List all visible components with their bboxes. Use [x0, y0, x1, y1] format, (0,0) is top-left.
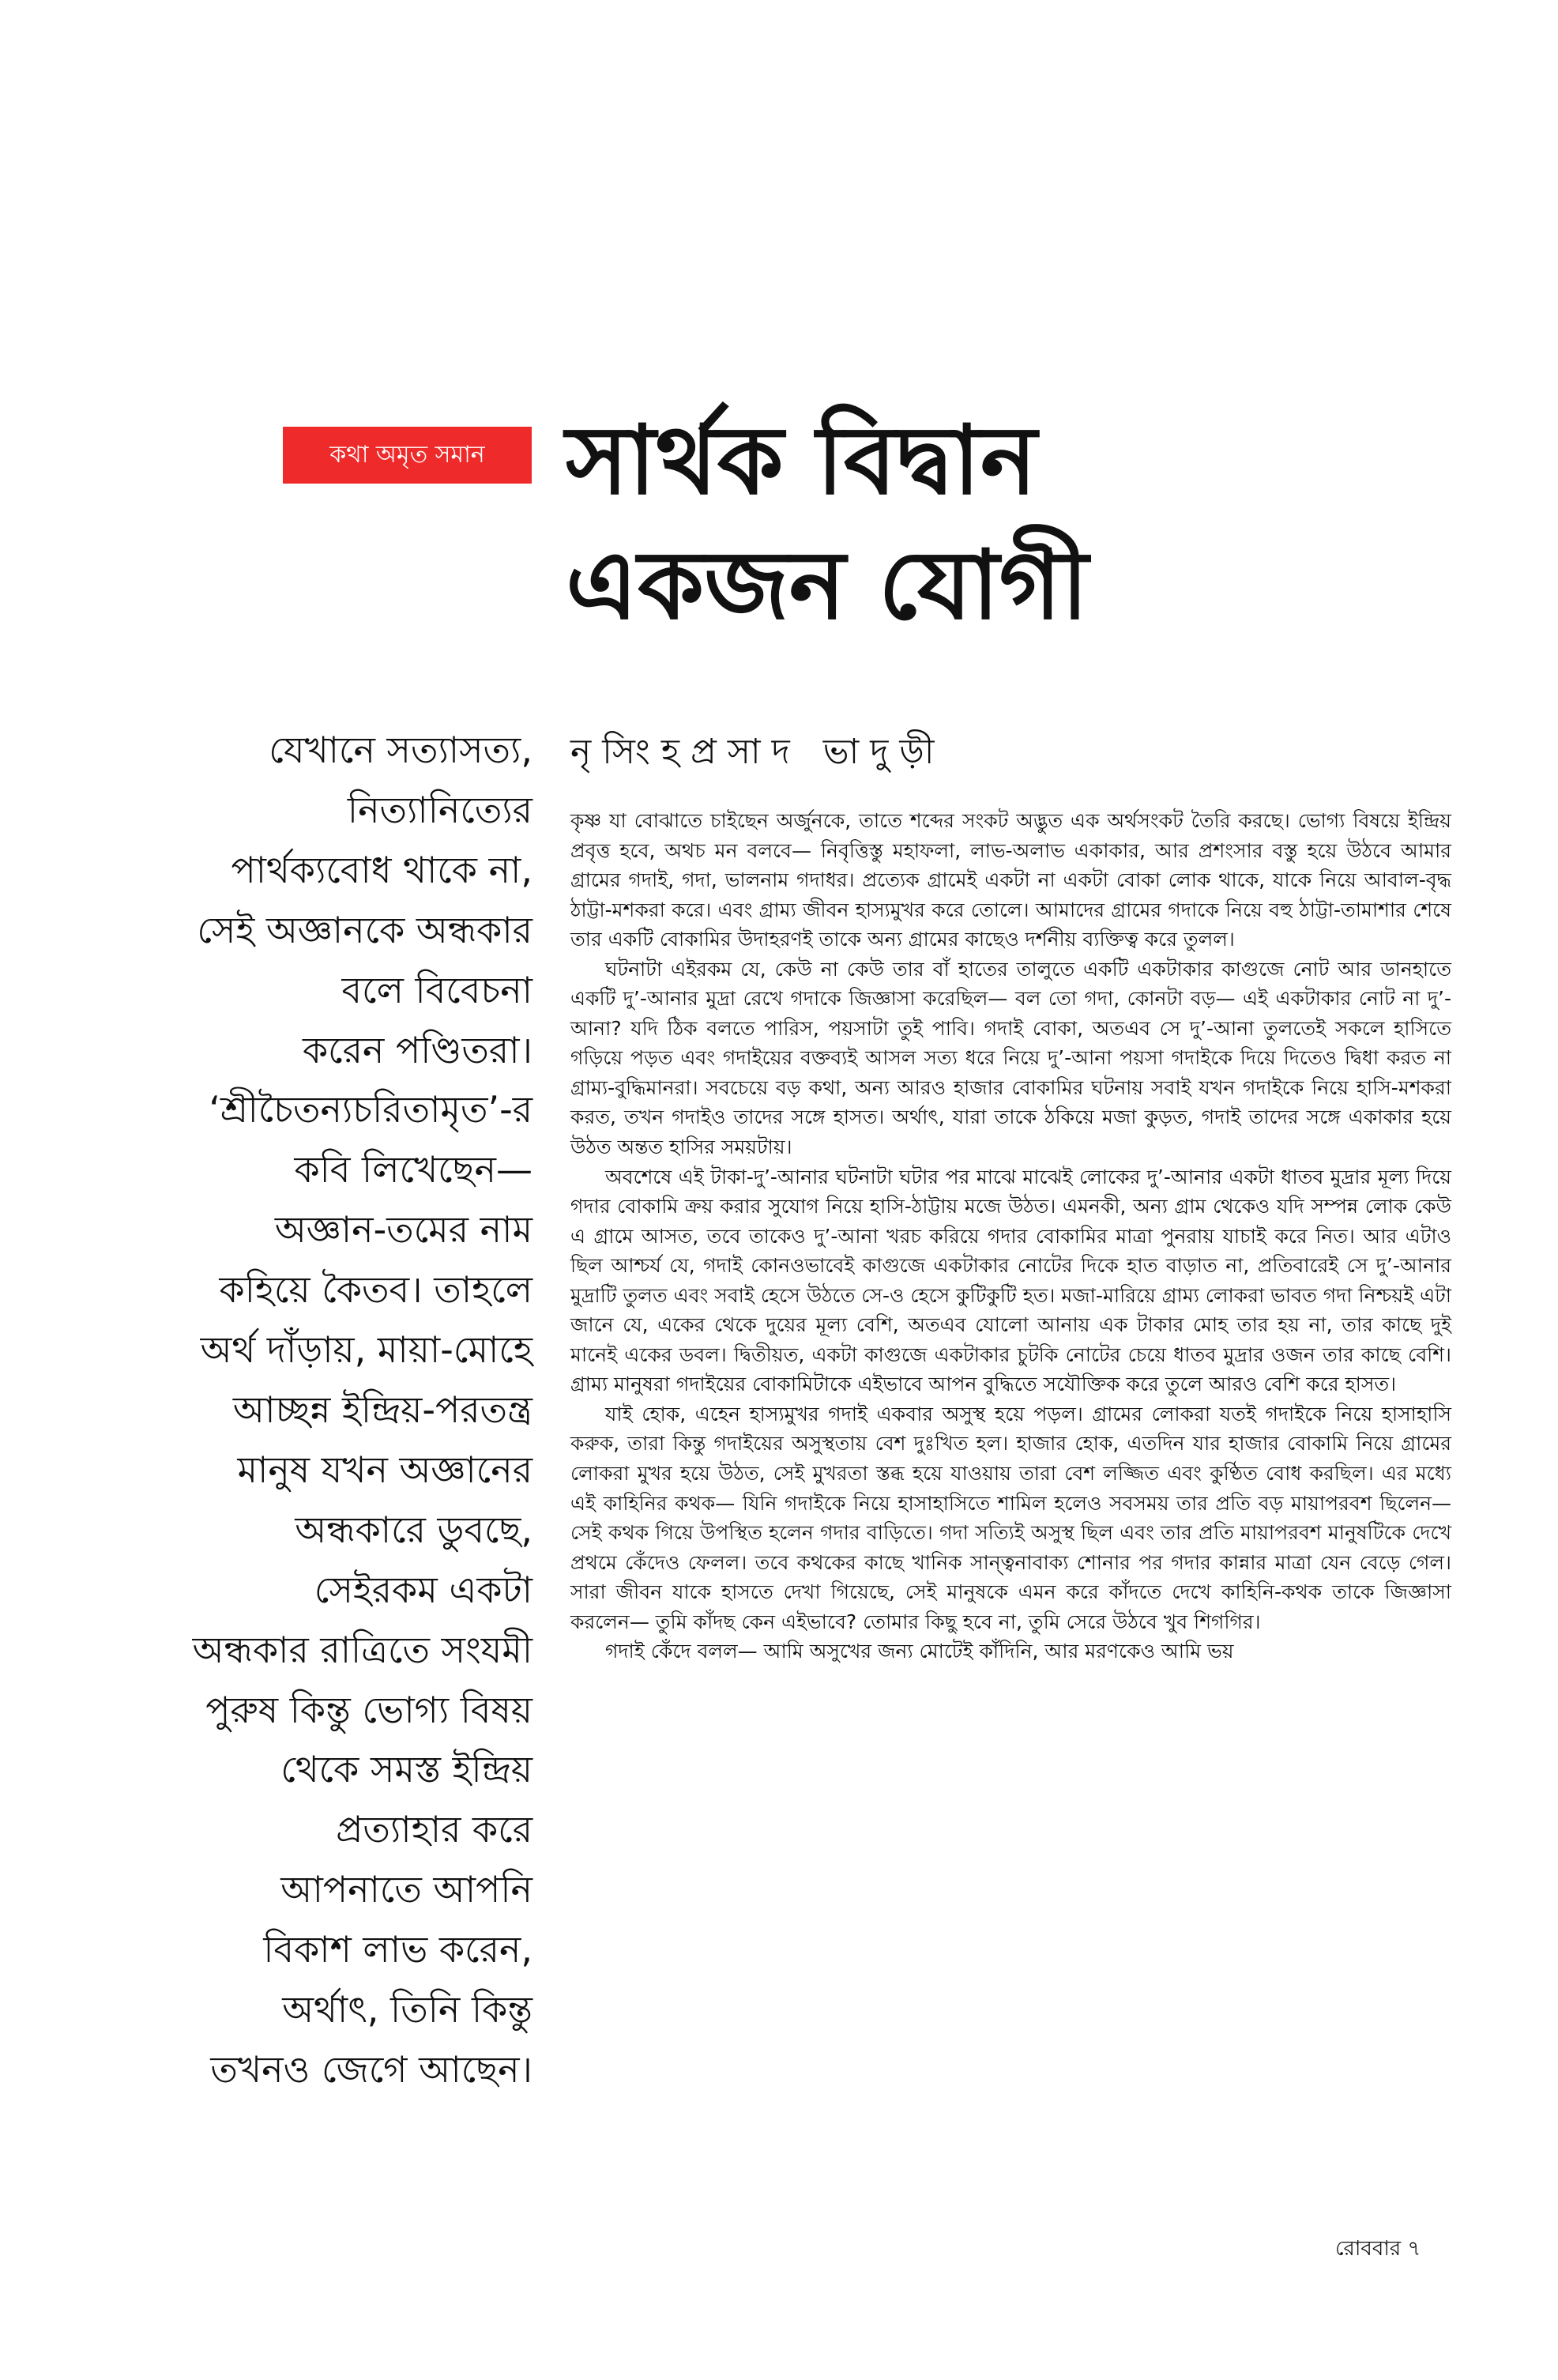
pull-quote-line: তখনও জেগে আছেন।: [210, 2047, 533, 2091]
pull-quote-line: যেখানে সত্যাসত্য,: [269, 729, 533, 771]
author-byline: নৃসিংহপ্রসাদ ভাদুড়ী: [570, 732, 946, 772]
pull-quote-line: অন্ধকার রাত্রিতে সংযমী: [192, 1628, 533, 1671]
body-paragraph: কৃষ্ণ যা বোঝাতে চাইছেন অর্জুনকে, তাতে শব্দের সংকট অদ্ভুত এক অর্থসংকট তৈরি করছে। ভোগ্য বিষয়ে ইন্দ্রিয় প্রবৃত্ত হবে, অথচ মন বলবে— নিবৃত্তিস্তু মহাফলা, লাভ-অলাভ একাকার, আর প্রশংসার বস্তু হয়ে উঠবে আমার গ্রামের গদাই, গদা, ভালনাম গদাধর। প্রত্যেক গ্রামেই একটা না একটা বোকা লোক থাকে, যাকে নিয়ে আবাল-বৃদ্ধ ঠাট্টা-মশকরা করে। এবং গ্রাম্য জীবন হাস্যমুখর করে তোলে। আমাদের গ্রামের গদাকে নিয়ে বহু ঠাট্টা-তামাশার শেষে তার একটি বোকামির উদাহরণই তাকে অন্য গ্রামের কাছেও দর্শনীয় ব্যক্তিত্ব করে তুলল।: [570, 809, 1451, 951]
pull-quote-line: বলে বিবেচনা: [341, 968, 533, 1011]
pull-quote-line: অর্থ দাঁড়ায়, মায়া-মোহে: [200, 1328, 533, 1372]
pull-quote-line: পুরুষ কিন্তু ভোগ্য বিষয়: [205, 1688, 533, 1731]
body-paragraph: ঘটনাটা এইরকম যে, কেউ না কেউ তার বাঁ হাতের তালুতে একটি একটাকার কাগুজে নোট আর ডানহাতে একটি দু’-আনার মুদ্রা রেখে গদাকে জিজ্ঞাসা করেছিল— বল তো গদা, কোনটা বড়— এই একটাকার নোট না দু’-আনা? যদি ঠিক বলতে পারিস, পয়সাটা তুই পাবি। গদাই বোকা, অতএব সে দু’-আনা তুলতেই সকলে হাসিতে গড়িয়ে পড়ত এবং গদাইয়ের বক্তব্যই আসল সত্য ধরে নিয়ে দু’-আনা পয়সা গদাইকে দিয়ে দিতেও দ্বিধা করত না গ্রাম্য-বুদ্ধিমানরা। সবচেয়ে বড় কথা, অন্য আরও হাজার বোকামির ঘটনায় সবাই যখন গদাইকে নিয়ে হাসি-মশকরা করত, তখন গদাইও তাদের সঙ্গে হাসত। অর্থাৎ, যারা তাকে ঠকিয়ে মজা কুড়ত, গদাই তাদের সঙ্গে একাকার হয়ে উঠত অন্তত হাসির সময়টায়।: [570, 957, 1451, 1159]
article-title: [566, 399, 1277, 649]
pull-quote-line: ‘শ্রীচৈতন্যচরিতামৃত’-র: [209, 1088, 533, 1132]
title-line: সার্থক বিদ্বান: [566, 406, 1037, 516]
pull-quote-line: কবি লিখেছেন—: [294, 1148, 533, 1192]
pull-quote-line: সেই অজ্ঞানকে অন্ধকার: [197, 908, 533, 951]
pull-quote-line: প্রত্যাহার করে: [336, 1808, 533, 1851]
pull-quote-line: নিত্যানিত্যের: [347, 788, 533, 831]
pull-quote-line: অন্ধকারে ডুবছে,: [295, 1508, 533, 1551]
page-footer: রোববার ৭: [1335, 2237, 1421, 2261]
pull-quote-line: থেকে সমস্ত ইন্দ্রিয়: [280, 1748, 533, 1791]
pull-quote-line: আচ্ছন্ন ইন্দ্রিয়-পরতন্ত্র: [232, 1388, 533, 1431]
pull-quote-line: অজ্ঞান-তমের নাম: [274, 1208, 533, 1252]
title-line: একজন যোগী: [566, 531, 1089, 641]
body-paragraph: অবশেষে এই টাকা-দু’-আনার ঘটনাটা ঘটার পর মাঝে মাঝেই লোকের দু’-আনার একটা ধাতব মুদ্রার মূল্য দিয়ে গদার বোকামি ক্রয় করার সুযোগ নিয়ে হাসি-ঠাট্টায় মজে উঠত। এমনকী, অন্য গ্রাম থেকেও যদি সম্পন্ন লোক কেউ এ গ্রামে আসত, তবে তাকেও দু’-আনা খরচ করিয়ে গদার বোকামির মাত্রা পুনরায় যাচাই করে নিত। আর এটাও ছিল আশ্চর্য যে, গদাই কোনওভাবেই কাগুজে একটাকার নোটের দিকে হাত বাড়াত না, প্রতিবারেই সে দু’-আনার মুদ্রাটি তুলত এবং সবাই হেসে উঠতে সে-ও হেসে কুটিকুটি হত। মজা-মারিয়ে গ্রাম্য লোকরা ভাবত গদা নিশ্চয়ই এটা জানে যে, একের থেকে দুয়ের মূল্য বেশি, অতএব যোলো আনায় এক টাকার মোহ তার হয় না, তার কাছে দুই মানেই একের ডবল। দ্বিতীয়ত, একটা কাগুজে একটাকার চুটকি নোটের চেয়ে ধাতব মুদ্রার ওজন তার কাছে বেশি। গ্রাম্য মানুষরা গদাইয়ের বোকামিটাকে এইভাবে আপন বুদ্ধিতে সযৌক্তিক করে তুলে আরও বেশি করে হাসত।: [570, 1165, 1451, 1396]
pull-quote-line: আপনাতে আপনি: [280, 1868, 533, 1911]
pull-quote-line: কহিয়ে কৈতব। তাহলে: [219, 1268, 533, 1312]
pull-quote-line: অর্থাৎ, তিনি কিন্তু: [282, 1988, 533, 2032]
article-body: [570, 806, 1451, 1666]
pull-quote-line: মানুষ যখন অজ্ঞানের: [237, 1448, 533, 1491]
section-badge: কথা অমৃত সমান: [283, 427, 532, 484]
pull-quote-line: বিকাশ লাভ করেন,: [263, 1928, 533, 1971]
body-paragraph: গদাই কেঁদে বলল— আমি অসুখের জন্য মোটেই কাঁদিনি, আর মরণকেও আমি ভয়: [605, 1640, 1234, 1663]
pull-quote-line: পার্থক্যবোধ থাকে না,: [231, 848, 533, 891]
pull-quote-line: করেন পণ্ডিতরা।: [302, 1028, 533, 1071]
pull-quote-line: সেইরকম একটা: [314, 1568, 533, 1611]
body-paragraph: যাই হোক, এহেন হাস্যমুখর গদাই একবার অসুস্থ হয়ে পড়ল। গ্রামের লোকরা যতই গদাইকে নিয়ে হাসাহাসি করুক, তারা কিন্তু গদাইয়ের অসুস্থতায় বেশ দুঃখিত হল। হাজার হোক, এতদিন যার হাজার বোকামি নিয়ে গ্রামের লোকরা মুখর হয়ে উঠত, সেই মুখরতা স্তব্ধ হয়ে যাওয়ায় তারা বেশ লজ্জিত এবং কুণ্ঠিত বোধ করছিল। এর মধ্যে এই কাহিনির কথক— যিনি গদাইকে নিয়ে হাসাহাসিতে শামিল হলেও সবসময় তার প্রতি বড় মায়াপরবশ ছিলেন— সেই কথক গিয়ে উপস্থিত হলেন গদার বাড়িতে। গদা সত্যিই অসুস্থ ছিল এবং তার প্রতি মায়াপরবশ মানুষটিকে দেখে প্রথমে কেঁদেও ফেলল। তবে কথকের কাছে খানিক সান্ত্বনাবাক্য শোনার পর গদার কান্নার মাত্রা যেন বেড়ে গেল। সারা জীবন যাকে হাসতে দেখা গিয়েছে, সেই মানুষকে এমন করে কাঁদতে দেখে কাহিনি-কথক তাকে জিজ্ঞাসা করলেন— তুমি কাঁদছ কেন এইভাবে? তোমার কিছু হবে না, তুমি সেরে উঠবে খুব শিগগির।: [570, 1402, 1451, 1633]
pull-quote: [119, 721, 533, 2100]
